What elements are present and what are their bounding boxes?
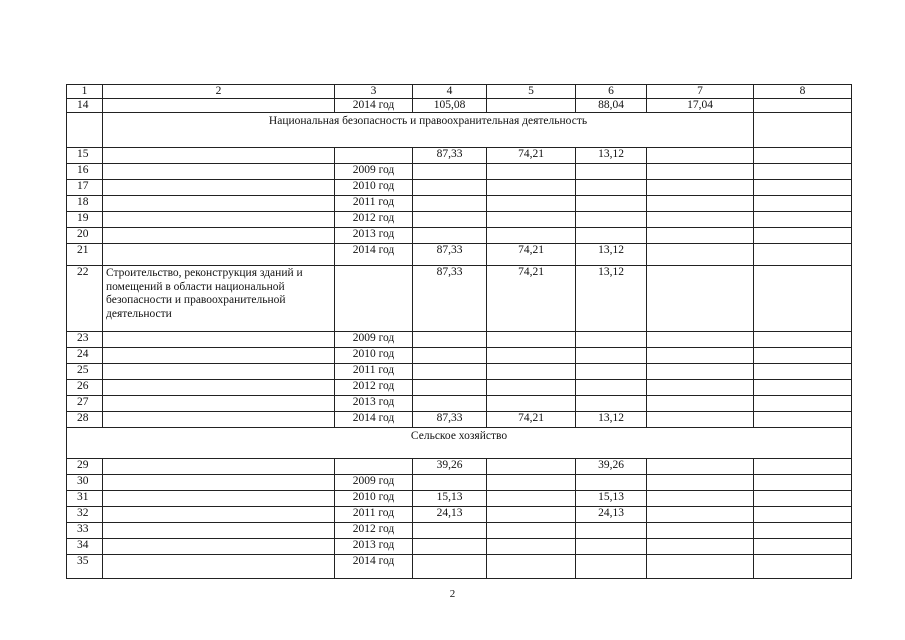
- section-title: Сельское хозяйство: [67, 428, 852, 459]
- table-cell: [576, 180, 647, 196]
- page-number: 2: [449, 588, 456, 600]
- table-cell: [487, 364, 576, 380]
- table-cell: [647, 266, 754, 332]
- table-cell: [576, 380, 647, 396]
- table-row: [67, 266, 852, 332]
- table-row: [67, 507, 852, 523]
- table-cell: [413, 396, 487, 412]
- table-cell: [576, 555, 647, 579]
- table-cell: 2011 год: [335, 507, 413, 523]
- table-cell: [103, 212, 335, 228]
- table-cell: 87,33: [413, 412, 487, 428]
- table-cell: [487, 180, 576, 196]
- table-row: [67, 491, 852, 507]
- table-cell: [487, 491, 576, 507]
- table-cell: [413, 180, 487, 196]
- table-cell: 87,33: [413, 148, 487, 164]
- table-cell: [754, 396, 852, 412]
- table-cell: [413, 212, 487, 228]
- table-cell: 2010 год: [335, 491, 413, 507]
- table-cell: [103, 180, 335, 196]
- table-cell: [576, 228, 647, 244]
- table-cell: [103, 555, 335, 579]
- table-cell: 17,04: [647, 99, 754, 113]
- table-cell: 2009 год: [335, 164, 413, 180]
- table-cell: 87,33: [413, 266, 487, 332]
- table-cell: [576, 475, 647, 491]
- table-cell: [754, 212, 852, 228]
- table-cell: [413, 332, 487, 348]
- row-number: 19: [67, 212, 103, 228]
- row-number: 17: [67, 180, 103, 196]
- table-cell: 74,21: [487, 412, 576, 428]
- table-cell: [103, 396, 335, 412]
- table-row: [67, 196, 852, 212]
- table-cell: [754, 475, 852, 491]
- table-row: [67, 212, 852, 228]
- table-cell: [103, 507, 335, 523]
- table-cell: [647, 148, 754, 164]
- row-number: 31: [67, 491, 103, 507]
- column-header: 4: [413, 85, 487, 99]
- table-row: [67, 412, 852, 428]
- table-cell: [576, 364, 647, 380]
- table-row: [67, 364, 852, 380]
- table-cell: [487, 507, 576, 523]
- table-cell: [487, 196, 576, 212]
- section-header-row: [67, 428, 852, 459]
- table-cell: [103, 196, 335, 212]
- table-cell: 2012 год: [335, 212, 413, 228]
- table-cell: [576, 539, 647, 555]
- table-cell: [647, 332, 754, 348]
- table-cell: [576, 164, 647, 180]
- table-cell: [647, 212, 754, 228]
- table-header-row: [67, 85, 852, 99]
- table-cell: [754, 99, 852, 113]
- table-cell: 24,13: [576, 507, 647, 523]
- table-cell: 39,26: [413, 459, 487, 475]
- table-row: [67, 475, 852, 491]
- table-cell: [103, 380, 335, 396]
- row-number: 32: [67, 507, 103, 523]
- table-cell: [487, 228, 576, 244]
- table-cell: [647, 180, 754, 196]
- table-cell: [487, 212, 576, 228]
- table-cell: [487, 164, 576, 180]
- table-cell: 13,12: [576, 266, 647, 332]
- table-cell: [103, 475, 335, 491]
- table-cell: 2010 год: [335, 180, 413, 196]
- table-row: [67, 348, 852, 364]
- table-cell: [576, 196, 647, 212]
- table-cell: [103, 348, 335, 364]
- column-header: 3: [335, 85, 413, 99]
- table-cell: [103, 491, 335, 507]
- table-cell: [487, 523, 576, 539]
- table-cell: [647, 412, 754, 428]
- table-cell: [647, 555, 754, 579]
- row-number: 34: [67, 539, 103, 555]
- table-cell: [413, 380, 487, 396]
- table-cell: 105,08: [413, 99, 487, 113]
- column-header: 1: [67, 85, 103, 99]
- table-cell: [754, 180, 852, 196]
- table-cell: Строительство, реконструкция зданий и помещений в области национальной безопасности и правоохранительной деятельности: [103, 266, 335, 332]
- table-cell: 2013 год: [335, 539, 413, 555]
- table-cell: 2012 год: [335, 523, 413, 539]
- table-cell: [754, 164, 852, 180]
- table-cell: [103, 228, 335, 244]
- table-row: [67, 332, 852, 348]
- table-cell: [647, 507, 754, 523]
- table-cell: [647, 196, 754, 212]
- row-number: 22: [67, 266, 103, 332]
- row-number: 29: [67, 459, 103, 475]
- table-cell: [647, 539, 754, 555]
- table-cell: [335, 266, 413, 332]
- table-cell: [647, 491, 754, 507]
- table-cell: 13,12: [576, 412, 647, 428]
- row-number: 20: [67, 228, 103, 244]
- table-cell: [647, 523, 754, 539]
- table-cell: [103, 412, 335, 428]
- table-cell: [413, 555, 487, 579]
- table-cell: 87,33: [413, 244, 487, 266]
- table-cell: [335, 148, 413, 164]
- row-number: 16: [67, 164, 103, 180]
- table-cell: [487, 539, 576, 555]
- table-cell: 13,12: [576, 148, 647, 164]
- table-cell: 2014 год: [335, 244, 413, 266]
- column-header: 2: [103, 85, 335, 99]
- table-cell: 2010 год: [335, 348, 413, 364]
- table-cell: 15,13: [413, 491, 487, 507]
- table-row: [67, 228, 852, 244]
- table-cell: 2009 год: [335, 475, 413, 491]
- section-title: Национальная безопасность и правоохранительная деятельность: [103, 113, 754, 148]
- table-cell: 74,21: [487, 244, 576, 266]
- table-cell: [647, 380, 754, 396]
- table-cell: [487, 475, 576, 491]
- table-row: [67, 380, 852, 396]
- table-cell: [103, 523, 335, 539]
- table-cell: [754, 491, 852, 507]
- table-cell: [754, 228, 852, 244]
- table-row: [67, 244, 852, 266]
- row-number: [67, 113, 103, 148]
- table-cell: [576, 396, 647, 412]
- table-cell: 74,21: [487, 266, 576, 332]
- table-cell: [576, 332, 647, 348]
- row-number: 28: [67, 412, 103, 428]
- row-number: 23: [67, 332, 103, 348]
- table-cell: 2014 год: [335, 412, 413, 428]
- table-row: [67, 459, 852, 475]
- table-cell: [487, 459, 576, 475]
- table-row: [67, 99, 852, 113]
- column-header: 6: [576, 85, 647, 99]
- table-cell: [487, 348, 576, 364]
- table-cell: [487, 332, 576, 348]
- table-cell: [413, 475, 487, 491]
- table-cell: [647, 164, 754, 180]
- row-number: 15: [67, 148, 103, 164]
- table-cell: [576, 212, 647, 228]
- table-cell: [103, 244, 335, 266]
- budget-table: [66, 84, 852, 579]
- table-row: [67, 555, 852, 579]
- table-cell: [754, 459, 852, 475]
- table-cell: [487, 555, 576, 579]
- table-cell: [413, 523, 487, 539]
- table-row: [67, 396, 852, 412]
- table-cell: [754, 196, 852, 212]
- table-cell: [103, 332, 335, 348]
- table-cell: [413, 539, 487, 555]
- table-cell: [754, 412, 852, 428]
- table-row: [67, 148, 852, 164]
- row-number: 27: [67, 396, 103, 412]
- table-row: [67, 523, 852, 539]
- column-header: 7: [647, 85, 754, 99]
- table-cell: 2011 год: [335, 196, 413, 212]
- table-cell: 74,21: [487, 148, 576, 164]
- table-cell: [754, 148, 852, 164]
- table-cell: 39,26: [576, 459, 647, 475]
- column-header: 5: [487, 85, 576, 99]
- table-cell: [647, 475, 754, 491]
- row-number: 26: [67, 380, 103, 396]
- table-cell: [103, 459, 335, 475]
- table-cell: 2011 год: [335, 364, 413, 380]
- table-cell: [754, 348, 852, 364]
- table-cell: [754, 380, 852, 396]
- table-cell: [754, 266, 852, 332]
- table-cell: [647, 228, 754, 244]
- table-cell: [103, 164, 335, 180]
- table-cell: [754, 113, 852, 148]
- table-cell: 2013 год: [335, 396, 413, 412]
- table-row: [67, 180, 852, 196]
- table-cell: [754, 555, 852, 579]
- row-number: 24: [67, 348, 103, 364]
- table-cell: [647, 348, 754, 364]
- table-cell: [754, 244, 852, 266]
- table-cell: [647, 244, 754, 266]
- row-number: 18: [67, 196, 103, 212]
- row-number: 33: [67, 523, 103, 539]
- table-cell: 88,04: [576, 99, 647, 113]
- table-cell: 2014 год: [335, 99, 413, 113]
- table-cell: 13,12: [576, 244, 647, 266]
- table-cell: [103, 99, 335, 113]
- table-row: [67, 164, 852, 180]
- table-cell: [754, 332, 852, 348]
- table-cell: 2013 год: [335, 228, 413, 244]
- table-cell: [647, 459, 754, 475]
- table-cell: [103, 148, 335, 164]
- table-cell: [576, 348, 647, 364]
- table-cell: [754, 364, 852, 380]
- table-cell: [335, 459, 413, 475]
- section-header-row: [67, 113, 852, 148]
- table-cell: 2009 год: [335, 332, 413, 348]
- table-cell: [103, 364, 335, 380]
- table-cell: [413, 348, 487, 364]
- table-cell: [754, 507, 852, 523]
- table-cell: [576, 523, 647, 539]
- table-cell: [647, 396, 754, 412]
- table-cell: [487, 380, 576, 396]
- table-cell: [413, 164, 487, 180]
- row-number: 30: [67, 475, 103, 491]
- table-cell: 24,13: [413, 507, 487, 523]
- table-cell: [103, 539, 335, 555]
- table-cell: [647, 364, 754, 380]
- table-cell: 2014 год: [335, 555, 413, 579]
- row-number: 14: [67, 99, 103, 113]
- table-cell: [487, 396, 576, 412]
- row-number: 21: [67, 244, 103, 266]
- table-cell: 15,13: [576, 491, 647, 507]
- table-cell: [754, 523, 852, 539]
- table-cell: [413, 228, 487, 244]
- row-number: 35: [67, 555, 103, 579]
- table-cell: [413, 196, 487, 212]
- row-number: 25: [67, 364, 103, 380]
- table-cell: [413, 364, 487, 380]
- table-row: [67, 539, 852, 555]
- table-cell: 2012 год: [335, 380, 413, 396]
- column-header: 8: [754, 85, 852, 99]
- table-cell: [754, 539, 852, 555]
- table-cell: [487, 99, 576, 113]
